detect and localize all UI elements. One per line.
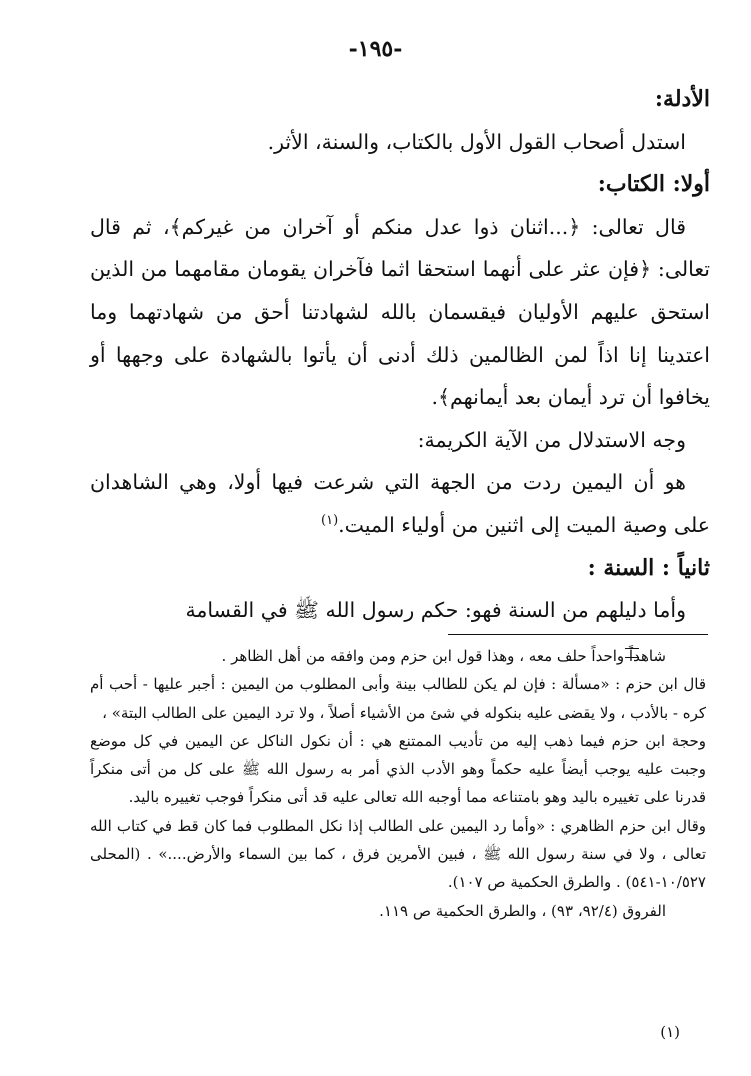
footnote-divider — [448, 634, 708, 635]
footnote-continued: شاهداً واحداً حلف معه ، وهذا قول ابن حزم ومن وافقه من أهل الظاهر . — [221, 647, 666, 665]
footnote-1-text: الفروق (٩٢/٤، ٩٣) ، والطرق الحكمية ص ١١٩. — [379, 901, 666, 920]
inference-text: هو أن اليمين ردت من الجهة التي شرعت فيها أولا، وهي الشاهدان على وصية الميت إلى اثنين من أولياء الميت. — [90, 470, 710, 537]
heading-evidence: الأدلة: — [654, 86, 710, 112]
footnote-ibn-hazm-quote: قال ابن حزم : «مسألة : فإن لم يكن للطالب بينة وأبى المطلوب من اليمين : أجبر عليها - أحب أم كره - بالأدب ، ولا يقضى عليه بنكوله في شئ من الأشياء أصلاً ، ولا ترد اليمين على الطالب البتة» ، — [90, 675, 706, 722]
footnote-ref: (١) — [321, 513, 339, 529]
verse-paragraph: قال تعالى: ﴿...اثنان ذوا عدل منكم أو آخران من غيركم﴾، ثم قال تعالى: ﴿فإن عثر على أنهما استحقا اثما فآخران يقومان مقامهما من الذين استحق عليهم الأوليان فيقسمان بالله لشهادتنا أحق من شهادتهما وما اعتدينا إنا اذاً لمن الظالمين ذلك أدنى أن يأتوا بالشهادة على وجهها أو يخافوا أن ترد أيمان بعد أيمانهم﴾. — [90, 214, 710, 410]
page-number: -١٩٥- — [348, 36, 403, 62]
main-text — [90, 78, 710, 632]
footnotes — [90, 642, 706, 925]
intro-paragraph: استدل أصحاب القول الأول بالكتاب، والسنة، الأثر. — [267, 129, 686, 154]
footnote-zahiri-quote: وقال ابن حزم الظاهري : «وأما رد اليمين على الطالب إذا نكل المطلوب فما كان قط في كتاب الله تعالى ، ولا في سنة رسول الله ﷺ ، فبين الأمرين فرق ، كما بين السماء والأرض....» . (المحلى ١٠/٥٢٧-٥٤١) . والطرق الحكمية ص ١٠٧). — [90, 816, 706, 892]
footnote-1-number: (١) — [660, 1023, 680, 1041]
footnote-ibn-hazm-argument: وحجة ابن حزم فيما ذهب إليه من تأديب الممتنع هي : أن نكول الناكل عن اليمين في كل موضع وجبت عليه يوجب أيضاً عليه حكماً وهو الأدب الذي أمر به رسول الله ﷺ على كل من أتى منكراً قدرنا على تغييره باليد وهو بامتناعه مما أوجبه الله تعالى عليه قد أتى منكراً فوجب تغييره باليد. — [90, 731, 706, 807]
heading-sunnah: ثانياً : السنة : — [587, 554, 710, 581]
inference-heading: وجه الاستدلال من الآية الكريمة: — [417, 427, 686, 452]
heading-book: أولا: الكتاب: — [597, 171, 710, 198]
inference-paragraph — [90, 461, 710, 546]
sunnah-paragraph: وأما دليلهم من السنة فهو: حكم رسول الله ﷺ في القسامة — [185, 598, 686, 623]
